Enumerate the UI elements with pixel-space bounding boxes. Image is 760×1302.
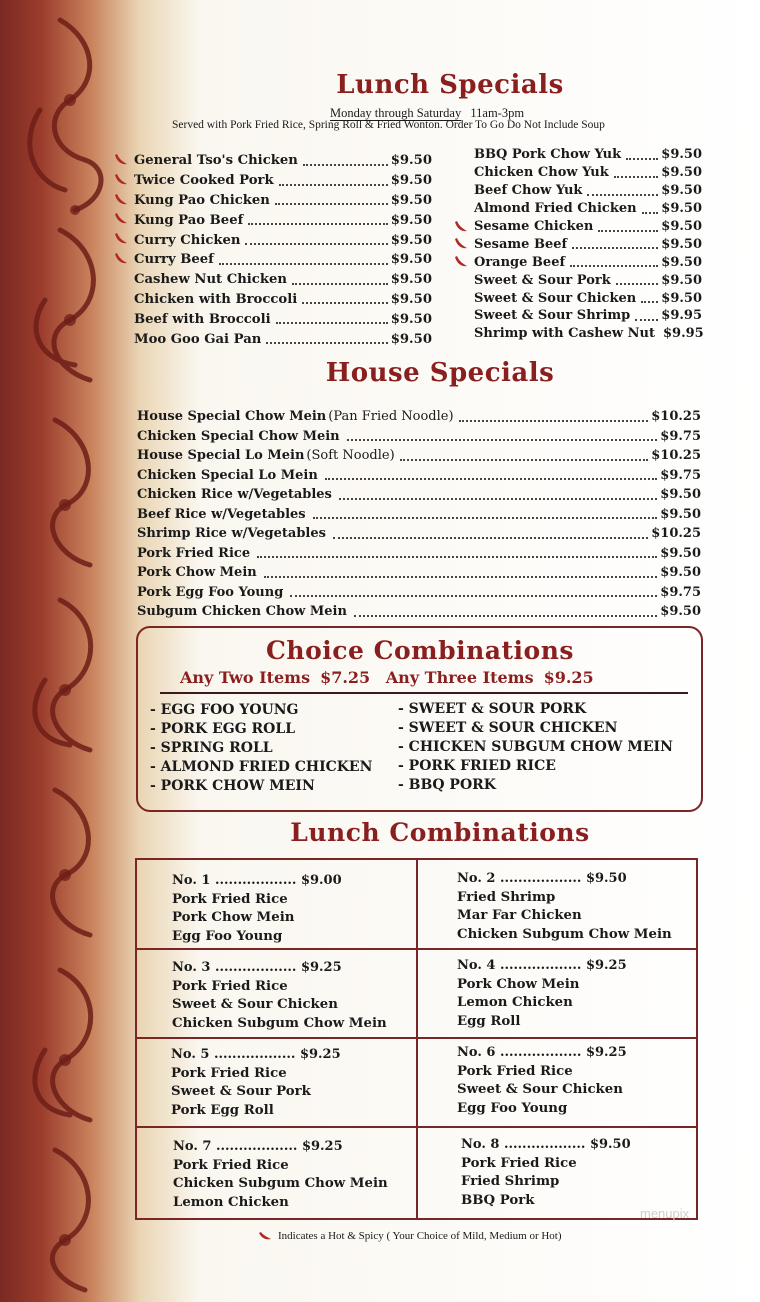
- combo-item: Lemon Chicken: [173, 1194, 289, 1210]
- combo-item: Pork Fried Rice: [172, 891, 288, 907]
- menu-item: [134, 191, 432, 211]
- menu-item: [134, 230, 432, 250]
- menu-item-price: $9.50: [661, 272, 702, 288]
- dot-leader: [616, 283, 659, 285]
- dot-leader: [347, 439, 658, 441]
- combo-item: Sweet & Sour Chicken: [457, 1082, 623, 1097]
- menu-item-name: Sesame Beef: [474, 236, 568, 252]
- menu-item-name: Curry Chicken: [134, 232, 241, 248]
- combo-header: No. 5 .................. $9.25: [171, 1047, 341, 1062]
- choice-item: - CHICKEN SUBGUM CHOW MEIN: [398, 739, 673, 755]
- dot-leader: [339, 498, 657, 500]
- menu-item-price: $9.75: [660, 428, 701, 444]
- dot-leader: [641, 301, 658, 303]
- dot-leader: [292, 283, 388, 285]
- menu-item-price: $9.50: [661, 147, 702, 163]
- choice-combinations-title: Choice Combinations: [266, 636, 574, 665]
- menu-item: [474, 307, 702, 325]
- menu-item-price: $9.50: [661, 254, 702, 270]
- house-specials-list: [137, 407, 701, 622]
- menu-item-price: $9.50: [390, 331, 432, 347]
- menu-item-name: Chicken Special Chow Mein: [137, 428, 340, 444]
- menu-item: [134, 171, 432, 191]
- menu-item-price: $9.95: [661, 308, 702, 324]
- combo-item: Pork Fried Rice: [457, 1063, 573, 1079]
- menu-item-name: Shrimp with Cashew Nut: [474, 326, 655, 342]
- menu-item: [474, 182, 702, 200]
- menu-item-name: Chicken Rice w/Vegetables: [137, 487, 332, 503]
- menu-item: [137, 583, 701, 603]
- combo-item: Pork Chow Mein: [172, 910, 295, 925]
- menu-item-name: Moo Goo Gai Pan: [134, 331, 262, 347]
- dot-leader: [302, 302, 387, 304]
- combo-3: [172, 959, 387, 1033]
- menu-item: [474, 271, 702, 289]
- combo-item: Chicken Subgum Chow Mein: [457, 926, 672, 942]
- dot-leader: [598, 230, 658, 232]
- dot-leader: [333, 537, 648, 539]
- chili-pepper-icon: [454, 238, 468, 250]
- combo-item: Pork Fried Rice: [461, 1155, 577, 1171]
- dot-leader: [290, 595, 657, 597]
- combo-item: Pork Fried Rice: [173, 1157, 289, 1173]
- combo-item: BBQ Pork: [461, 1192, 535, 1208]
- watermark: menupix: [640, 1206, 690, 1221]
- menu-item-price: $9.50: [660, 487, 701, 503]
- choice-divider: [160, 692, 688, 694]
- dot-leader: [325, 478, 657, 480]
- menu-item: [137, 602, 701, 622]
- menu-item-price: $9.50: [660, 506, 701, 522]
- menu-item: [134, 309, 432, 329]
- floral-border-decoration: [0, 0, 130, 1302]
- choice-item: - ALMOND FRIED CHICKEN: [150, 759, 373, 775]
- combo-item: Mar Far Chicken: [457, 908, 582, 923]
- menu-item-price: $9.50: [661, 290, 702, 306]
- menu-item-name: House Special Chow Mein: [137, 409, 327, 425]
- combo-item: Sweet & Sour Chicken: [172, 997, 338, 1012]
- menu-item: [474, 218, 702, 236]
- menu-item: [137, 446, 701, 466]
- menu-item-name: BBQ Pork Chow Yuk: [474, 147, 622, 163]
- combo-item: Egg Foo Young: [172, 928, 283, 944]
- lunch-combinations-title: Lunch Combinations: [290, 818, 590, 847]
- menu-item: [137, 544, 701, 564]
- menu-item-name: Cashew Nut Chicken: [134, 272, 287, 288]
- menu-item-name: Kung Pao Beef: [134, 212, 244, 228]
- grid-vertical-divider: [416, 860, 418, 1218]
- menu-item-price: $9.50: [390, 173, 432, 189]
- menu-item: [137, 407, 701, 427]
- spicy-legend: [258, 1230, 562, 1242]
- chili-pepper-icon: [114, 213, 128, 225]
- choice-item: - PORK EGG ROLL: [150, 721, 296, 737]
- menu-item-price: $9.50: [390, 272, 432, 288]
- menu-item-price: $9.50: [660, 604, 701, 620]
- menu-item-price: $9.50: [660, 565, 701, 581]
- menu-item-name: Curry Beef: [134, 252, 214, 268]
- menu-item: [134, 151, 432, 171]
- combo-item: Chicken Subgum Chow Mein: [172, 1015, 387, 1031]
- dot-leader: [275, 203, 388, 205]
- house-specials-title: House Specials: [325, 358, 555, 388]
- menu-item-price: $9.50: [390, 291, 432, 307]
- chili-pepper-icon: [454, 256, 468, 268]
- any-two-label: Any Two Items: [180, 668, 311, 687]
- combo-header: No. 7 .................. $9.25: [173, 1139, 343, 1154]
- combo-item: Egg Foo Young: [457, 1100, 568, 1116]
- menu-item: [474, 146, 702, 164]
- menu-item-price: $9.50: [390, 212, 432, 228]
- chili-pepper-icon: [258, 1231, 272, 1241]
- choice-right-list: [398, 701, 673, 796]
- combo-item: Fried Shrimp: [457, 889, 556, 905]
- menu-item: [474, 200, 702, 218]
- menu-item-name: House Special Lo Mein: [137, 448, 305, 464]
- menu-item-name: Shrimp Rice w/Vegetables: [137, 526, 326, 542]
- lunch-specials-title: Lunch Specials: [336, 70, 564, 100]
- menu-item: [134, 329, 432, 349]
- combo-header: No. 6 .................. $9.25: [457, 1045, 627, 1060]
- dot-leader: [626, 158, 658, 160]
- dot-leader: [279, 184, 388, 186]
- dot-leader: [266, 342, 387, 344]
- dot-leader: [219, 263, 388, 265]
- dot-leader: [303, 164, 388, 166]
- lunch-specials-right-list: [474, 146, 702, 343]
- dot-leader: [245, 243, 387, 245]
- dot-leader: [276, 322, 388, 324]
- dot-leader: [248, 223, 387, 225]
- menu-item-name: Pork Fried Rice: [137, 545, 251, 561]
- menu-item-name: Sweet & Sour Pork: [474, 272, 611, 288]
- combo-item: Chicken Subgum Chow Mein: [173, 1176, 388, 1191]
- combo-header: No. 2 .................. $9.50: [457, 871, 627, 886]
- dot-leader: [587, 194, 658, 196]
- menu-item-price: $9.50: [660, 545, 701, 561]
- menu-item-price: $9.50: [661, 183, 702, 199]
- combo-item: Fried Shrimp: [461, 1174, 560, 1189]
- dot-leader: [642, 212, 659, 214]
- any-three-price: $9.25: [543, 668, 594, 687]
- menu-item-price: $9.75: [660, 584, 701, 600]
- menu-item-name: Chicken Chow Yuk: [474, 165, 609, 181]
- lunch-combinations-grid: [135, 858, 698, 1220]
- menu-item: [134, 210, 432, 230]
- menu-item-name: Chicken Special Lo Mein: [137, 467, 318, 483]
- dot-leader: [570, 265, 658, 267]
- menu-item-name: Beef with Broccoli: [134, 311, 271, 327]
- combo-4: [457, 957, 627, 1031]
- dot-leader: [459, 420, 649, 422]
- menu-item: [474, 289, 702, 307]
- choice-item: - PORK FRIED RICE: [398, 758, 556, 774]
- menu-item-price: $9.50: [390, 311, 432, 327]
- menu-item: [474, 325, 702, 343]
- menu-item-price: $9.50: [661, 201, 702, 217]
- combo-item: Lemon Chicken: [457, 995, 573, 1010]
- dot-leader: [572, 247, 658, 249]
- menu-item-name: Subgum Chicken Chow Mein: [137, 604, 347, 620]
- choice-item: - SWEET & SOUR CHICKEN: [398, 720, 618, 736]
- menu-item: [474, 164, 702, 182]
- menu-item-name: Sesame Chicken: [474, 219, 594, 234]
- menu-item: [474, 235, 702, 253]
- grid-divider: [137, 948, 696, 950]
- any-three-label: Any Three Items: [385, 668, 534, 687]
- menu-item-name: Orange Beef: [474, 254, 566, 270]
- chili-pepper-icon: [114, 233, 128, 245]
- grid-divider: [137, 1126, 696, 1128]
- choice-pricing: [180, 668, 604, 687]
- menu-item-name: Beef Chow Yuk: [474, 183, 583, 199]
- combo-header: No. 8 .................. $9.50: [461, 1137, 631, 1152]
- menu-item-price: $10.25: [651, 448, 701, 464]
- choice-item: - BBQ PORK: [398, 777, 496, 793]
- menu-item: [137, 505, 701, 525]
- chili-pepper-icon: [114, 194, 128, 206]
- menu-item-name: General Tso's Chicken: [134, 153, 298, 169]
- menu-item-price: $9.50: [390, 252, 432, 268]
- choice-item: - SWEET & SOUR PORK: [398, 701, 587, 717]
- menu-item-price: $10.25: [651, 409, 701, 425]
- choice-item: - PORK CHOW MEIN: [150, 778, 315, 794]
- combo-item: Pork Fried Rice: [171, 1065, 287, 1081]
- dot-leader: [257, 556, 657, 558]
- menu-item: [137, 563, 701, 583]
- menu-item-price: $9.50: [661, 236, 702, 252]
- chili-pepper-icon: [114, 253, 128, 265]
- combo-1: [172, 872, 342, 946]
- any-two-price: $7.25: [320, 668, 371, 687]
- combo-item: Pork Fried Rice: [172, 978, 288, 994]
- menu-item-price: $10.25: [651, 526, 701, 542]
- menu-item-note: (Pan Fried Noodle): [328, 409, 454, 425]
- choice-left-list: [150, 702, 372, 797]
- menu-item: [137, 524, 701, 544]
- menu-item: [134, 290, 432, 310]
- menu-item: [134, 270, 432, 290]
- menu-item-price: $9.95: [662, 326, 704, 342]
- dot-leader: [313, 517, 658, 519]
- dot-leader: [354, 615, 657, 617]
- menu-item-name: Twice Cooked Pork: [134, 173, 274, 189]
- legend-text: Indicates a Hot & Spicy ( Your Choice of Mild, Medium or Hot): [278, 1230, 562, 1242]
- menu-item-price: $9.75: [660, 467, 701, 483]
- lunch-time: 11am-3pm: [470, 106, 525, 120]
- menu-item: [134, 250, 432, 270]
- dot-leader: [635, 319, 658, 321]
- lunch-specials-left-list: [134, 151, 432, 349]
- lunch-days: Monday through Saturday: [330, 106, 462, 120]
- menu-item-price: $9.50: [661, 165, 702, 181]
- menu-item-name: Almond Fried Chicken: [474, 201, 637, 217]
- menu-item-name: Sweet & Sour Shrimp: [474, 308, 631, 324]
- combo-item: Egg Roll: [457, 1013, 521, 1029]
- menu-item-price: $9.50: [390, 232, 432, 248]
- combo-6: [457, 1044, 627, 1118]
- dot-leader: [614, 176, 659, 178]
- combo-header: No. 3 .................. $9.25: [172, 960, 342, 975]
- combo-header: No. 1 .................. $9.00: [172, 873, 342, 888]
- chili-pepper-icon: [114, 154, 128, 166]
- combo-header: No. 4 .................. $9.25: [457, 958, 627, 973]
- chili-pepper-icon: [454, 221, 468, 233]
- menu-item-name: Pork Egg Foo Young: [137, 584, 284, 600]
- menu-item-name: Chicken with Broccoli: [134, 291, 298, 307]
- combo-item: Pork Chow Mein: [457, 976, 580, 992]
- combo-item: Pork Egg Roll: [171, 1102, 274, 1118]
- dot-leader: [400, 459, 649, 461]
- menu-item-name: Beef Rice w/Vegetables: [137, 506, 306, 522]
- menu-item: [137, 427, 701, 447]
- combo-8: [461, 1136, 631, 1210]
- menu-item-name: Sweet & Sour Chicken: [474, 290, 637, 306]
- menu-item: [137, 466, 701, 486]
- grid-divider: [137, 1037, 696, 1039]
- menu-item-price: $9.50: [390, 153, 432, 169]
- menu-item-name: Pork Chow Mein: [137, 565, 257, 581]
- choice-item: - EGG FOO YOUNG: [150, 702, 299, 718]
- combo-2: [457, 870, 672, 944]
- menu-item-price: $9.50: [390, 192, 432, 208]
- combo-5: [171, 1046, 341, 1120]
- combo-7: [173, 1138, 388, 1212]
- menu-item: [474, 253, 702, 271]
- menu-item-name: Kung Pao Chicken: [134, 192, 270, 208]
- choice-item: - SPRING ROLL: [150, 740, 273, 756]
- lunch-note: Served with Pork Fried Rice, Spring Roll & Fried Wonton. Order To Go Do Not Include Soup: [172, 119, 605, 131]
- menu-item-note: (Soft Noodle): [306, 448, 395, 464]
- menu-item: [137, 485, 701, 505]
- menu-item-price: $9.50: [661, 219, 702, 234]
- chili-pepper-icon: [114, 174, 128, 186]
- combo-item: Sweet & Sour Pork: [171, 1084, 311, 1099]
- dot-leader: [264, 576, 658, 578]
